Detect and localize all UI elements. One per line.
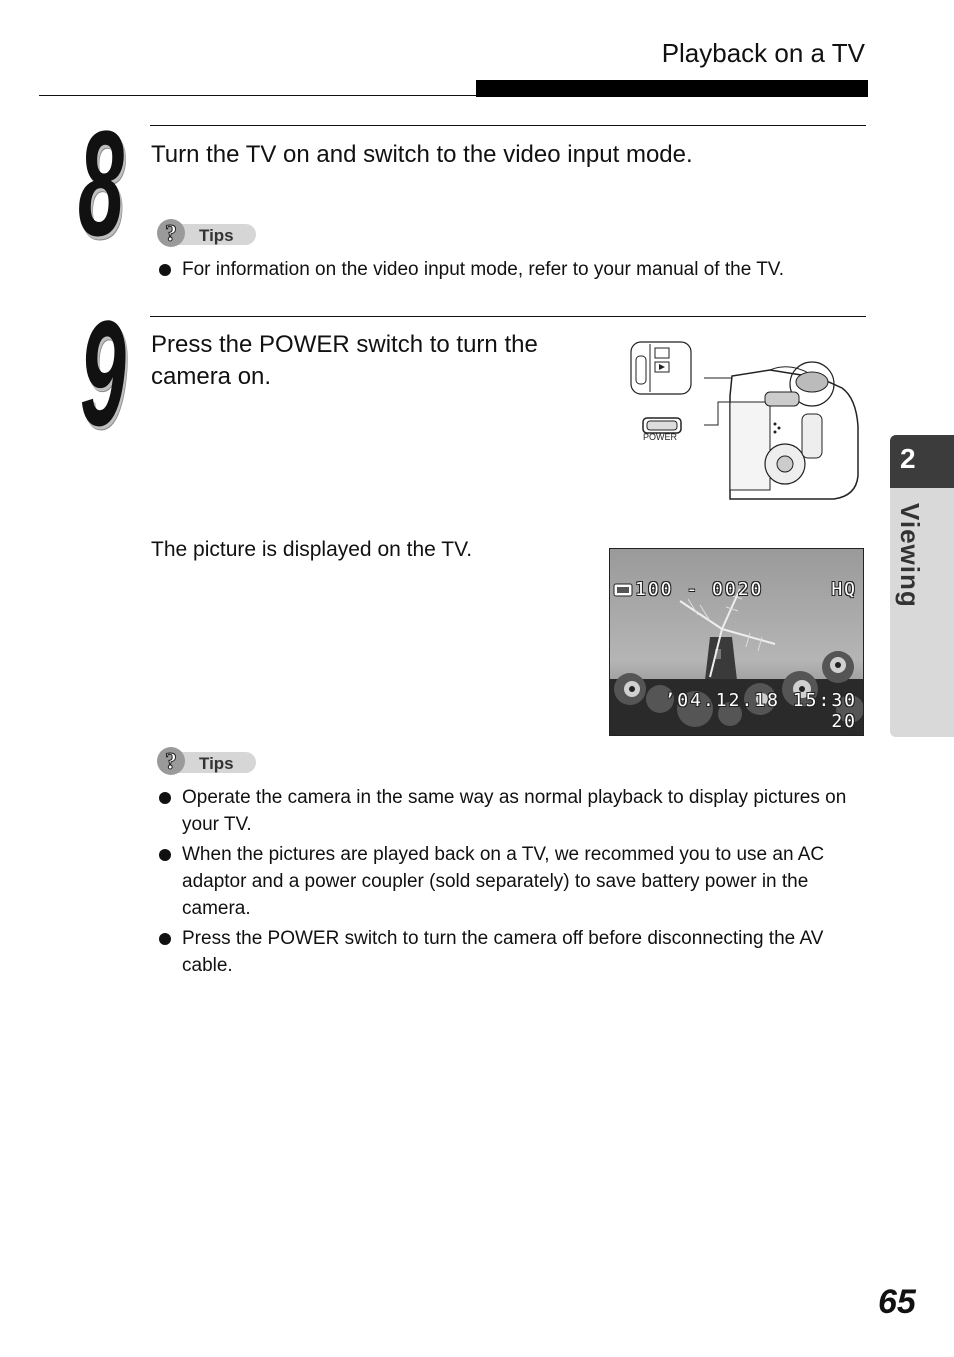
header-rule bbox=[39, 95, 476, 96]
list-item: For information on the video input mode, refer to your manual of the TV. bbox=[156, 256, 866, 283]
step9-rule bbox=[150, 316, 866, 317]
step8-heading: Turn the TV on and switch to the video input mode. bbox=[151, 141, 693, 168]
page-header-title: Playback on a TV bbox=[661, 38, 865, 68]
result-text: The picture is displayed on the TV. bbox=[151, 538, 473, 561]
step9-tips-list bbox=[156, 784, 866, 982]
chapter-number: 2 bbox=[900, 443, 916, 474]
screen-counter: 20 bbox=[831, 711, 857, 732]
bullet-icon bbox=[159, 792, 171, 804]
chapter-side-tab[interactable] bbox=[890, 435, 954, 737]
camera-drawing bbox=[620, 336, 864, 502]
step-number-9: 9 bbox=[80, 289, 124, 457]
screen-file-number: 100 - 0020 bbox=[635, 579, 764, 600]
tips-badge-step8 bbox=[156, 220, 258, 246]
step-number-8: 8 bbox=[78, 99, 122, 267]
list-item: Operate the camera in the same way as normal playback to display pictures on your TV. bbox=[156, 784, 866, 838]
svg-text:?: ? bbox=[165, 221, 177, 247]
camera-illustration bbox=[620, 336, 864, 502]
screen-quality: HQ bbox=[831, 579, 857, 600]
bullet-icon bbox=[159, 933, 171, 945]
step9-heading-line2: camera on. bbox=[151, 363, 272, 390]
power-label: POWER bbox=[643, 432, 678, 442]
tv-screen-image bbox=[609, 548, 864, 736]
page-number: 65 bbox=[878, 1283, 916, 1321]
header-bar bbox=[476, 80, 868, 97]
step9-heading-line1: Press the POWER switch to turn the bbox=[151, 331, 538, 358]
step8-tips-list bbox=[156, 256, 866, 286]
step9-heading bbox=[151, 329, 538, 393]
tips-label: Tips bbox=[199, 754, 234, 773]
tips-badge-step9 bbox=[156, 748, 258, 774]
screen-datetime: ’04.12.18 15:30 bbox=[664, 690, 857, 711]
list-item: When the pictures are played back on a TV, we recommed you to use an AC adaptor and a power coupler (sold separately) to save battery power in the camera. bbox=[156, 841, 866, 922]
question-mark-icon bbox=[156, 744, 186, 776]
tips-label: Tips bbox=[199, 226, 234, 245]
bullet-icon bbox=[159, 849, 171, 861]
step8-rule bbox=[150, 125, 866, 126]
chapter-label: Viewing bbox=[895, 503, 925, 608]
bullet-icon bbox=[159, 264, 171, 276]
list-item: Press the POWER switch to turn the camera off before disconnecting the AV cable. bbox=[156, 925, 866, 979]
svg-text:?: ? bbox=[165, 749, 177, 775]
question-mark-icon bbox=[156, 216, 186, 248]
